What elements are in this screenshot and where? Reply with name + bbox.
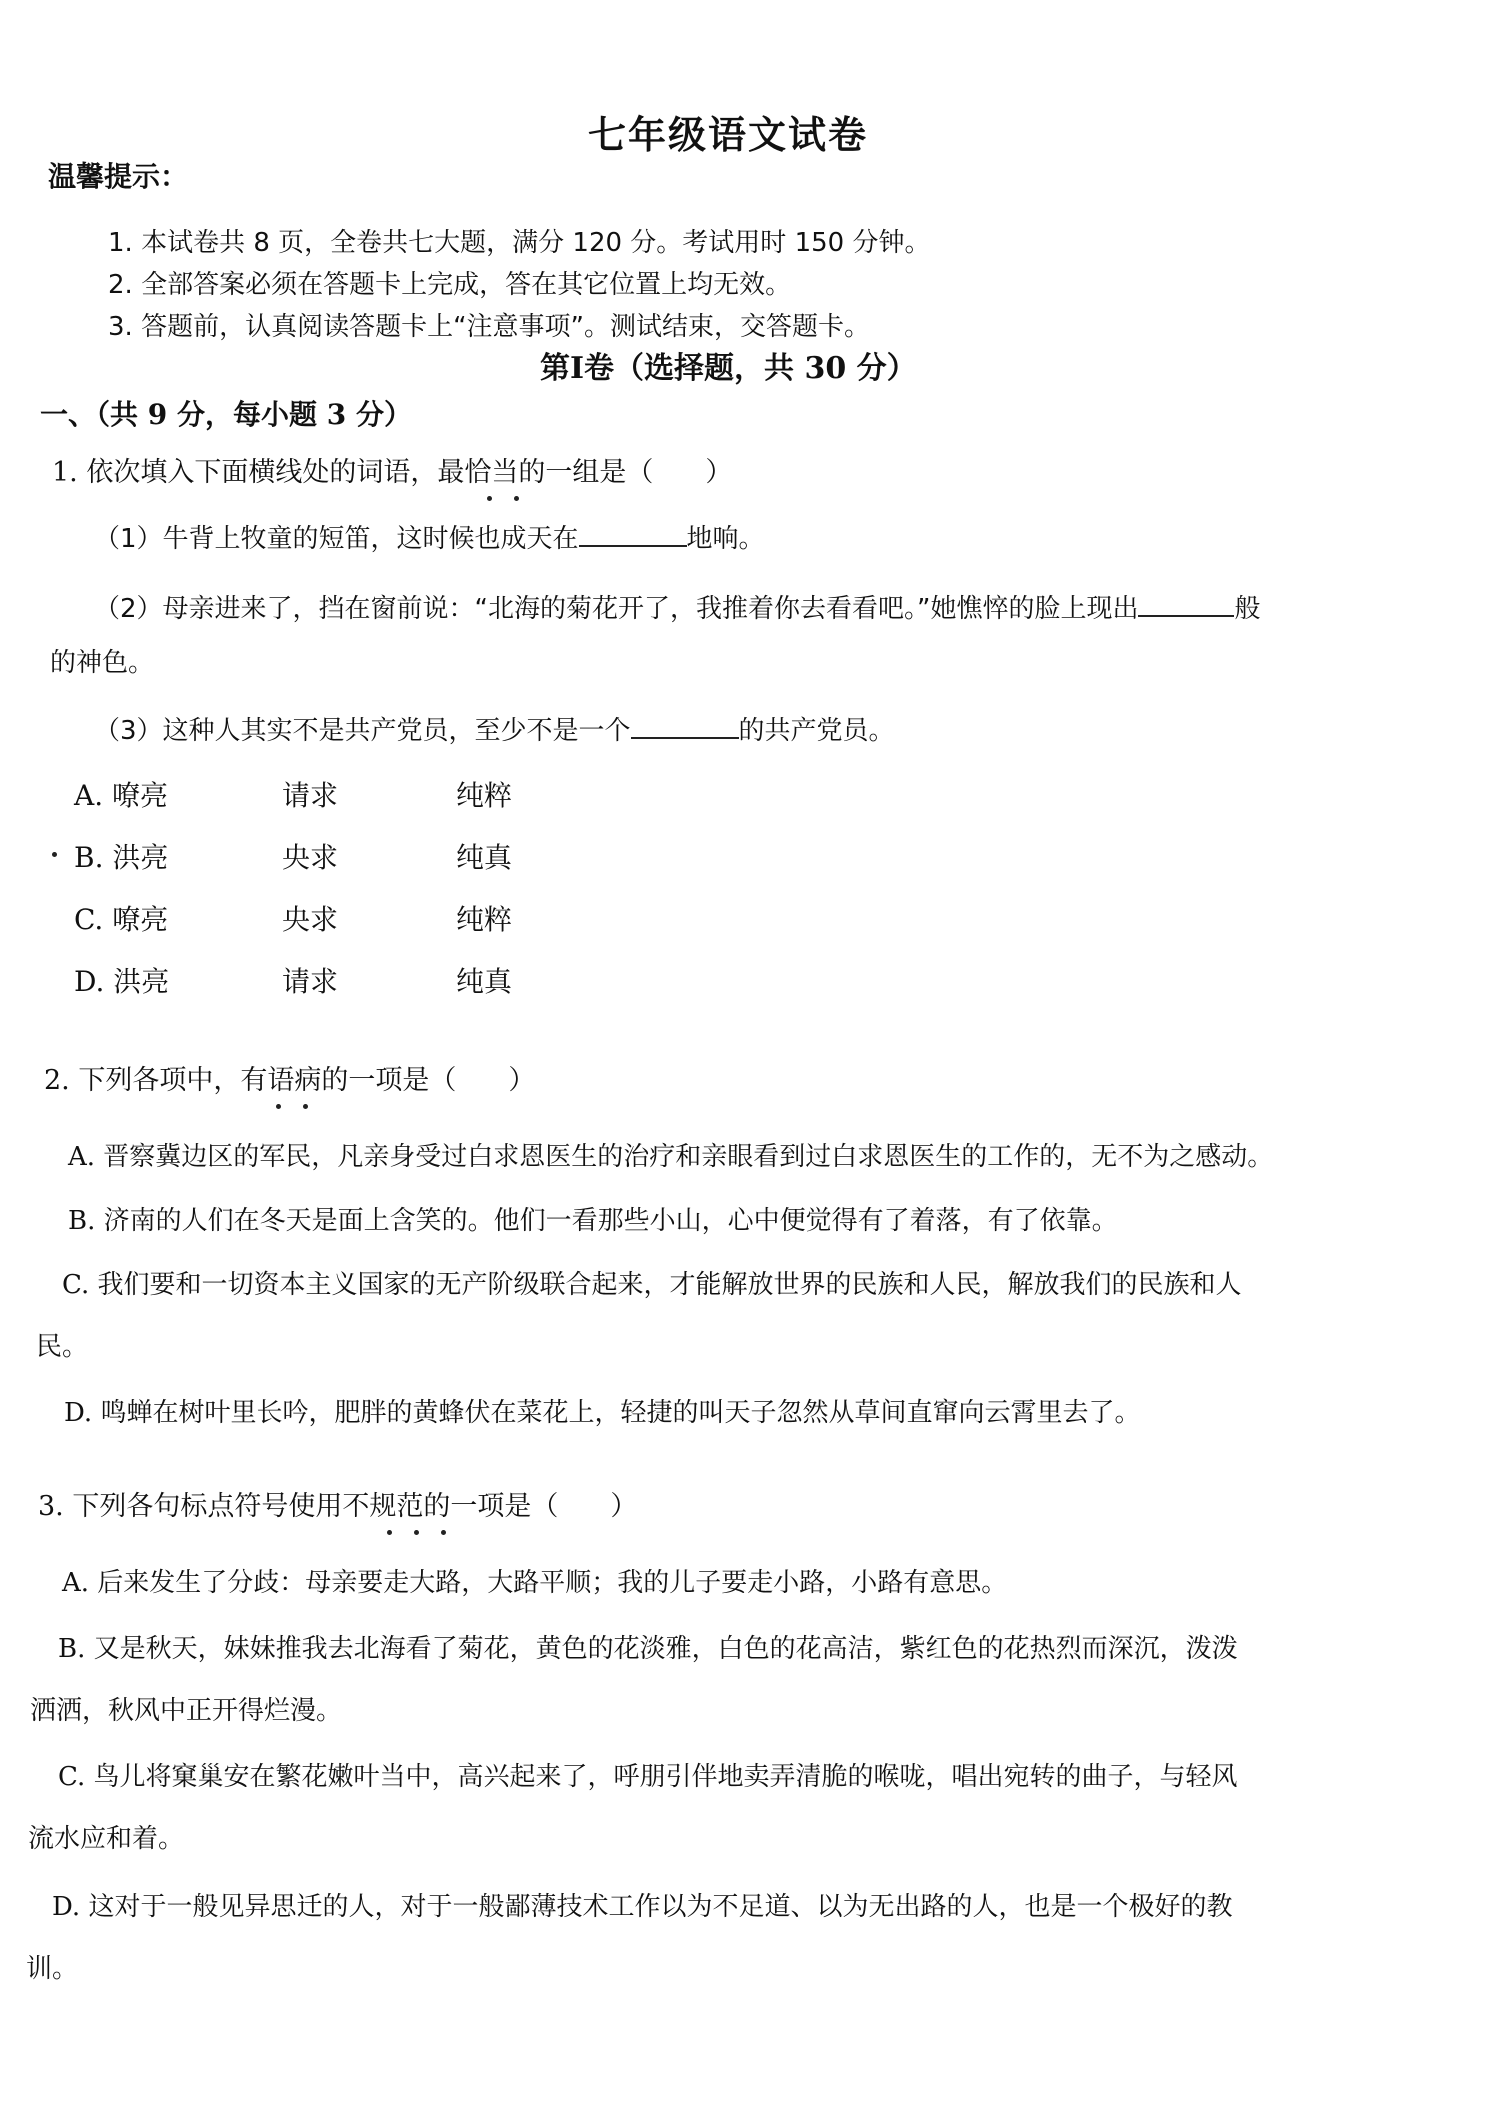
q1-option-d bbox=[74, 960, 169, 1000]
q1-option-c-word-2: 央求 bbox=[282, 903, 339, 936]
q3-option-a: A. 后来发生了分歧：母亲要走大路，大路平顺；我的儿子要走小路，小路有意思。 bbox=[62, 1568, 1008, 1598]
q1-emphasis-dot bbox=[514, 496, 519, 501]
q1-sentence-2-cont: 的神色。 bbox=[50, 648, 155, 678]
q1-option-b-word-2: 央求 bbox=[282, 841, 339, 874]
q2-option-a: A. 晋察冀边区的军民，凡亲身受过白求恩医生的治疗和亲眼看到过白求恩医生的工作的，无不为之感动。 bbox=[68, 1142, 1274, 1172]
q2-option-b: B. 济南的人们在冬天是面上含笑的。他们一看那些小山，心中便觉得有了着落，有了依靠。 bbox=[68, 1206, 1118, 1236]
option-a-word-1: A. 嘹亮 bbox=[74, 779, 169, 812]
q1-s3-pre: （3）这种人其实不是共产党员，至少不是一个 bbox=[94, 716, 631, 746]
q2-stem-close: ） bbox=[508, 1065, 536, 1096]
q2-option-c-cont: 民。 bbox=[36, 1332, 89, 1362]
q3-option-b-cont: 洒洒，秋风中正开得烂漫。 bbox=[30, 1696, 343, 1726]
q2-stem-text: 2. 下列各项中，有语病的一项是（ bbox=[44, 1065, 457, 1096]
q1-option-a-word-3: 纯粹 bbox=[456, 779, 513, 812]
q3-emphasis-dot bbox=[414, 1530, 419, 1535]
q3-emphasis-dot bbox=[387, 1530, 392, 1535]
q1-sentence-2 bbox=[94, 592, 1261, 626]
volume-title: 第Ⅰ卷（选择题，共 30 分） bbox=[540, 351, 917, 386]
q1-blank-2 bbox=[1138, 593, 1234, 617]
tip-1: 1. 本试卷共 8 页，全卷共七大题，满分 120 分。考试用时 150 分钟。 bbox=[108, 228, 931, 258]
q1-s3-post: 的共产党员。 bbox=[738, 716, 895, 746]
tip-2: 2. 全部答案必须在答题卡上完成，答在其它位置上均无效。 bbox=[108, 270, 792, 300]
q1-stem-text: 1. 依次填入下面横线处的词语，最恰当的一组是（ bbox=[52, 457, 654, 488]
q1-option-b-word-3: 纯真 bbox=[456, 841, 513, 874]
page-title: 七年级语文试卷 bbox=[588, 112, 869, 157]
q3-option-d-cont: 训。 bbox=[26, 1954, 79, 1984]
q1-s2-post: 般 bbox=[1234, 594, 1261, 624]
option-c-word-1: C. 嘹亮 bbox=[74, 903, 169, 936]
q1-option-a-word-2: 请求 bbox=[282, 779, 339, 812]
q3-option-b: B. 又是秋天，妹妹推我去北海看了菊花，黄色的花淡雅，白色的花高洁，紫红色的花热烈而深沉，泼泼 bbox=[58, 1634, 1238, 1664]
q3-option-d: D. 这对于一般见异思迁的人，对于一般鄙薄技术工作以为不足道、以为无出路的人，也是一个极好的教 bbox=[52, 1892, 1233, 1922]
q1-sentence-3 bbox=[94, 714, 895, 748]
tip-3: 3. 答题前，认真阅读答题卡上“注意事项”。测试结束，交答题卡。 bbox=[108, 312, 871, 342]
q1-s1-pre: （1）牛背上牧童的短笛，这时候也成天在 bbox=[94, 524, 579, 554]
q1-option-d-word-3: 纯真 bbox=[456, 965, 513, 998]
q3-stem-close: ） bbox=[610, 1491, 638, 1522]
q1-option-b bbox=[74, 836, 168, 876]
option-b-word-1: B. 洪亮 bbox=[74, 841, 169, 874]
tips-heading: 温馨提示： bbox=[48, 160, 189, 193]
q1-s2-pre: （2）母亲进来了，挡在窗前说：“北海的菊花开了，我推着你去看看吧。”她憔悴的脸上现出 bbox=[94, 594, 1139, 624]
q1-option-c-word-3: 纯粹 bbox=[456, 903, 513, 936]
q1-s1-post: 地响。 bbox=[686, 524, 765, 554]
q1-sentence-1 bbox=[94, 522, 765, 556]
option-b-tick-mark bbox=[52, 852, 57, 857]
q3-option-c-cont: 流水应和着。 bbox=[28, 1824, 185, 1854]
q3-emphasis-dot bbox=[441, 1530, 446, 1535]
q1-option-a bbox=[74, 774, 168, 814]
q1-blank-1 bbox=[579, 523, 687, 547]
q1-stem bbox=[52, 456, 732, 490]
option-d-word-1: D. 洪亮 bbox=[74, 965, 170, 998]
q3-option-c: C. 鸟儿将窠巢安在繁花嫩叶当中，高兴起来了，呼朋引伴地卖弄清脆的喉咙，唱出宛转的曲子，与轻风 bbox=[58, 1762, 1238, 1792]
q3-stem bbox=[38, 1490, 637, 1524]
q2-stem bbox=[44, 1064, 535, 1098]
q1-option-c bbox=[74, 898, 168, 938]
q3-stem-text: 3. 下列各句标点符号使用不规范的一项是（ bbox=[38, 1491, 559, 1522]
section-one-heading: 一、（共 9 分，每小题 3 分） bbox=[40, 398, 412, 431]
q2-option-c: C. 我们要和一切资本主义国家的无产阶级联合起来，才能解放世界的民族和人民，解放我们的民族和人 bbox=[62, 1270, 1242, 1300]
q2-emphasis-dot bbox=[303, 1104, 308, 1109]
q1-emphasis-dot bbox=[487, 496, 492, 501]
q1-blank-3 bbox=[631, 715, 739, 739]
q2-option-d: D. 鸣蝉在树叶里长吟，肥胖的黄蜂伏在菜花上，轻捷的叫天子忽然从草间直窜向云霄里去了。 bbox=[64, 1398, 1141, 1428]
q2-emphasis-dot bbox=[276, 1104, 281, 1109]
q1-stem-close: ） bbox=[705, 457, 733, 488]
q1-option-d-word-2: 请求 bbox=[282, 965, 339, 998]
